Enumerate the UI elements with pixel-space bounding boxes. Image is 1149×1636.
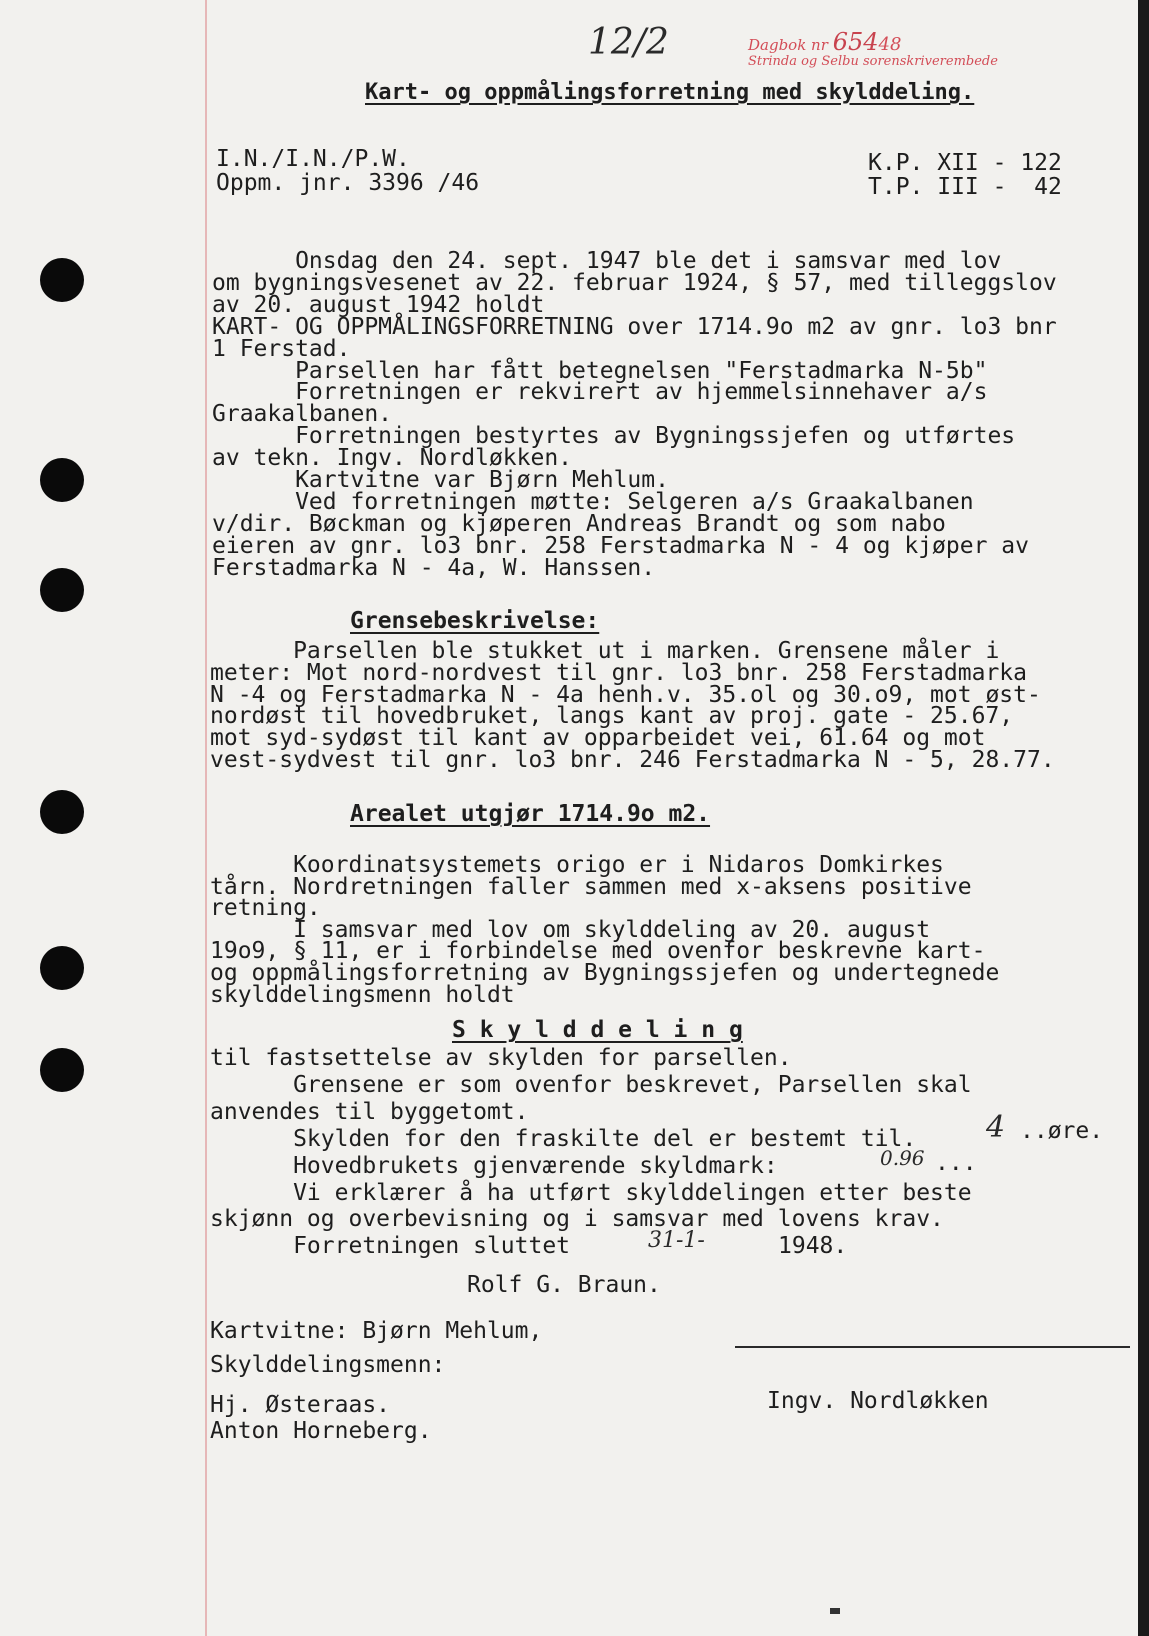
ref-tp: T.P. III - 42 xyxy=(868,174,1062,200)
intro-line: Kartvitne var Bjørn Mehlum. xyxy=(212,467,669,493)
closing-year: 1948. xyxy=(778,1233,848,1259)
date-handwritten: 31-1- xyxy=(648,1228,705,1253)
intro-line: av tekn. Ingv. Nordløkken. xyxy=(212,445,573,472)
intro-line: Ved forretningen møtte: Selgeren a/s Graakalbanen xyxy=(212,488,974,515)
signature-line xyxy=(735,1346,1130,1348)
grense-line: nordøst til hovedbruket, langs kant av proj. gate - 25.67, xyxy=(210,703,1014,730)
registry-stamp: Dagbok nr 65448 xyxy=(748,28,902,56)
grense-line: meter: Mot nord-nordvest til gnr. lo3 bnr. 258 Ferstadmarka xyxy=(210,659,1027,686)
grense-line: mot syd-sydøst til kant av opparbeidet vei, 61.64 og mot xyxy=(210,725,986,752)
intro-line: av 20. august 1942 holdt xyxy=(212,291,545,318)
punch-hole xyxy=(40,946,84,990)
skyld-line: til fastsettelse av skylden for parsellen. xyxy=(210,1045,792,1071)
signer-name: Rolf G. Braun. xyxy=(467,1272,661,1298)
right-signer: Ingv. Nordløkken xyxy=(767,1388,989,1414)
skyldmann-1: Hj. Østeraas. xyxy=(210,1392,391,1418)
intro-line: v/dir. Bøckman og kjøperen Andreas Brandt og som nabo xyxy=(212,510,946,537)
koord-line: skylddelingsmenn holdt xyxy=(210,981,515,1008)
intro-line: Graakalbanen. xyxy=(212,401,393,428)
document-title: Kart- og oppmålingsforretning med skylddeling. xyxy=(365,80,975,105)
ref-initials: I.N./I.N./P.W. xyxy=(216,146,410,172)
skyld-unit: ..øre. xyxy=(1020,1118,1104,1144)
skyldmenn-label: Skylddelingsmenn: xyxy=(210,1352,446,1378)
skyld-line: Grensene er som ovenfor beskrevet, Parsellen skal xyxy=(210,1071,972,1098)
intro-line: eieren av gnr. lo3 bnr. 258 Ferstadmarka N - 4 og kjøper av xyxy=(212,532,1029,559)
punch-hole xyxy=(40,258,84,302)
intro-line: om bygningsvesenet av 22. februar 1924, § 57, med tilleggslov xyxy=(212,269,1057,296)
skyld-value-handwritten: 4 xyxy=(986,1110,1006,1145)
intro-line: Forretningen bestyrtes av Bygningssjefen og utførtes xyxy=(212,423,1016,450)
skyld-line: Hovedbrukets gjenværende skyldmark: xyxy=(210,1152,778,1179)
kartvitne-line: Kartvitne: Bjørn Mehlum, xyxy=(210,1318,543,1344)
punch-hole xyxy=(40,568,84,612)
ref-journal-number: Oppm. jnr. 3396 /46 xyxy=(216,170,480,196)
gjenv-dots: ... xyxy=(935,1150,977,1176)
intro-line: Parsellen har fått betegnelsen "Ferstadmarka N-5b" xyxy=(212,357,988,384)
skyld-heading: S k y l d d e l i n g xyxy=(452,1017,743,1043)
grense-line: N -4 og Ferstadmarka N - 4a henh.v. 35.ol og 30.o9, mot øst- xyxy=(210,681,1041,708)
registry-stamp-court: Strinda og Selbu sorenskriverembede xyxy=(748,54,998,69)
ref-kp: K.P. XII - 122 xyxy=(868,150,1062,176)
intro-line: 1 Ferstad. xyxy=(212,335,351,362)
skyldmann-2: Anton Horneberg. xyxy=(210,1418,432,1444)
koord-line: Koordinatsystemets origo er i Nidaros Domkirkes xyxy=(210,852,944,878)
page-mark xyxy=(830,1608,840,1614)
punch-hole xyxy=(40,1048,84,1092)
koord-line: 19o9, § 11, er i forbindelse med ovenfor beskrevne kart- xyxy=(210,938,986,965)
areal-line: Arealet utgjør 1714.9o m2. xyxy=(350,801,711,827)
grense-line: Parsellen ble stukket ut i marken. Grensene måler i xyxy=(210,638,1000,664)
punch-hole xyxy=(40,458,84,502)
page-number-handwritten: 12/2 xyxy=(588,22,669,63)
koord-line: tårn. Nordretningen faller sammen med x-aksens positive xyxy=(210,873,972,900)
skyld-line: Forretningen sluttet xyxy=(210,1233,571,1260)
intro-line: Onsdag den 24. sept. 1947 ble det i samsvar med lov xyxy=(212,248,1002,274)
grense-line: vest-sydvest til gnr. lo3 bnr. 246 Ferstadmarka N - 5, 28.77. xyxy=(210,747,1055,773)
intro-line: Forretningen er rekvirert av hjemmelsinnehaver a/s xyxy=(212,379,988,406)
skyld-line: Skylden for den fraskilte del er bestemt til. xyxy=(210,1125,917,1152)
skyld-line: Vi erklærer å ha utført skylddelingen etter beste xyxy=(210,1179,972,1206)
punch-hole xyxy=(40,790,84,834)
intro-line: KART- OG OPPMÅLINGSFORRETNING over 1714.9o m2 av gnr. lo3 bnr xyxy=(212,313,1057,340)
koord-line: og oppmålingsforretning av Bygningssjefen og undertegnede xyxy=(210,960,1000,986)
koord-line: retning. xyxy=(210,895,321,922)
koord-line: I samsvar med lov om skylddeling av 20. august xyxy=(210,916,931,943)
intro-line: Ferstadmarka N - 4a, W. Hanssen. xyxy=(212,554,656,581)
gjenv-value-handwritten: 0.96 xyxy=(880,1146,925,1170)
skyld-line: skjønn og overbevisning og i samsvar med lovens krav. xyxy=(210,1206,944,1233)
skyld-line: anvendes til byggetomt. xyxy=(210,1098,529,1125)
grense-heading: Grensebeskrivelse: xyxy=(350,608,600,634)
margin-rule xyxy=(205,0,207,1636)
